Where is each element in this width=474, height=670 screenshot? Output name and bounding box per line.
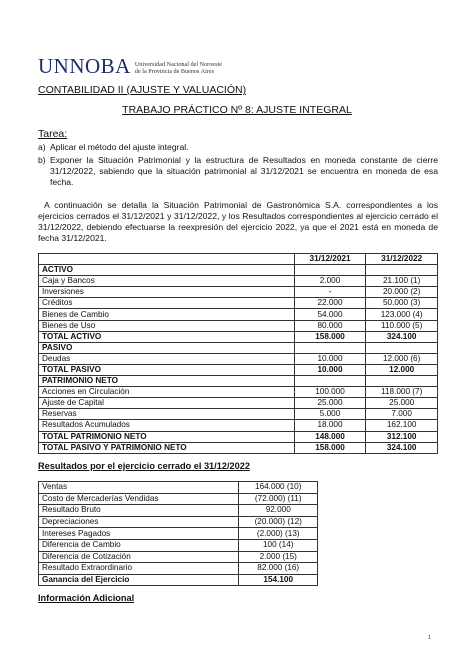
value-2022: 110.000 (5): [366, 320, 438, 331]
value-2021: 10.000: [294, 353, 366, 364]
row-label: Resultado Bruto: [39, 505, 239, 517]
row-label: Bienes de Cambio: [39, 309, 295, 320]
list-item: [38, 142, 438, 153]
value-2021: -: [294, 287, 366, 298]
value-2021: 18.000: [294, 420, 366, 431]
value-2022: [366, 265, 438, 276]
row-label: Costo de Mercaderías Vendidas: [39, 493, 239, 505]
value-2021: 22.000: [294, 298, 366, 309]
table-row: [39, 387, 438, 398]
value-2022: 162.100: [366, 420, 438, 431]
value-2022: 123.000 (4): [366, 309, 438, 320]
task-list: [38, 142, 438, 190]
table-row: [39, 539, 318, 551]
list-marker: b): [38, 155, 46, 165]
row-value: 92.000: [239, 505, 318, 517]
row-value: 154.100: [239, 574, 318, 586]
task-heading: Tarea:: [38, 128, 68, 140]
value-2021: 158.000: [294, 442, 366, 453]
row-label: Resultados Acumulados: [39, 420, 295, 431]
logo-line-2: de la Provincia de Buenos Aires: [134, 68, 215, 75]
value-2021: 148.000: [294, 431, 366, 442]
value-2021: 100.000: [294, 387, 366, 398]
results-table: [38, 481, 318, 586]
table-header-row: [39, 254, 438, 265]
value-2021: 5.000: [294, 409, 366, 420]
value-2021: [294, 342, 366, 353]
row-label: Diferencia de Cotización: [39, 551, 239, 563]
table-row: [39, 287, 438, 298]
row-value: 100 (14): [239, 539, 318, 551]
value-2021: 54.000: [294, 309, 366, 320]
row-label: Inversiones: [39, 287, 295, 298]
course-title: CONTABILIDAD II (AJUSTE Y VALUACIÓN): [38, 84, 247, 96]
value-2021: 80.000: [294, 320, 366, 331]
table-row: [39, 551, 318, 563]
table-row: [39, 493, 318, 505]
row-label: TOTAL PATRIMONIO NETO: [39, 431, 295, 442]
table-row: [39, 420, 438, 431]
row-value: 2.000 (15): [239, 551, 318, 563]
value-2022: 324.100: [366, 442, 438, 453]
value-2022: 21.100 (1): [366, 276, 438, 287]
table-row: [39, 364, 438, 375]
row-label: TOTAL PASIVO Y PATRIMONIO NETO: [39, 442, 295, 453]
row-label: Depreciaciones: [39, 516, 239, 528]
table-row: [39, 342, 438, 353]
row-value: (2.000) (13): [239, 528, 318, 540]
value-2022: 312.100: [366, 431, 438, 442]
value-2022: [366, 376, 438, 387]
value-2021: [294, 376, 366, 387]
row-label: Intereses Pagados: [39, 528, 239, 540]
row-label: Ajuste de Capital: [39, 398, 295, 409]
value-2022: [366, 342, 438, 353]
value-2022: 20.000 (2): [366, 287, 438, 298]
assignment-title: TRABAJO PRÁCTICO Nº 8: AJUSTE INTEGRAL: [122, 104, 352, 116]
table-row: [39, 409, 438, 420]
row-label: Bienes de Uso: [39, 320, 295, 331]
row-label: Deudas: [39, 353, 295, 364]
table-row: [39, 309, 438, 320]
row-label: Créditos: [39, 298, 295, 309]
header-cell: [39, 254, 295, 265]
logo-wordmark: UNNOBA: [38, 54, 131, 78]
row-label: Reservas: [39, 409, 295, 420]
row-label: TOTAL PASIVO: [39, 364, 295, 375]
university-logo: [38, 56, 222, 76]
row-label: Ganancia del Ejercicio: [39, 574, 239, 586]
table-row: [39, 276, 438, 287]
table-row: [39, 574, 318, 586]
value-2021: [294, 265, 366, 276]
row-label: PATRIMONIO NETO: [39, 376, 295, 387]
table-row: [39, 398, 438, 409]
table-row: [39, 353, 438, 364]
list-item: [38, 155, 438, 188]
list-marker: a): [38, 142, 46, 152]
table-row: [39, 376, 438, 387]
list-text: Aplicar el método del ajuste integral.: [50, 142, 189, 152]
row-value: 164.000 (10): [239, 482, 318, 494]
table-row: [39, 516, 318, 528]
value-2022: 12.000 (6): [366, 353, 438, 364]
header-cell-2021: 31/12/2021: [294, 254, 366, 265]
row-label: TOTAL ACTIVO: [39, 331, 295, 342]
row-value: 82.000 (16): [239, 563, 318, 575]
value-2022: 7.000: [366, 409, 438, 420]
row-label: ACTIVO: [39, 265, 295, 276]
row-label: Diferencia de Cambio: [39, 539, 239, 551]
value-2021: 10.000: [294, 364, 366, 375]
table-row: [39, 265, 438, 276]
row-label: Caja y Bancos: [39, 276, 295, 287]
list-text: Exponer la Situación Patrimonial y la estructura de Resultados en moneda constante de cierre 31/12/2022, sabiendo que la situación patrimonial al 31/12/2021 se encuentra en moneda de esa fecha.: [50, 155, 438, 187]
value-2021: 25.000: [294, 398, 366, 409]
table-row: [39, 505, 318, 517]
row-label: PASIVO: [39, 342, 295, 353]
value-2022: 25.000: [366, 398, 438, 409]
value-2022: 118.000 (7): [366, 387, 438, 398]
row-label: Acciones en Circulación: [39, 387, 295, 398]
table-row: [39, 431, 438, 442]
table-row: [39, 298, 438, 309]
header-cell-2022: 31/12/2022: [366, 254, 438, 265]
row-value: (72.000) (11): [239, 493, 318, 505]
value-2021: 2.000: [294, 276, 366, 287]
value-2022: 50.000 (3): [366, 298, 438, 309]
row-value: (20.000) (12): [239, 516, 318, 528]
table-row: [39, 331, 438, 342]
results-title: Resultados por el ejercicio cerrado el 31/12/2022: [38, 461, 250, 471]
value-2022: 12.000: [366, 364, 438, 375]
intro-paragraph: A continuación se detalla la Situación Patrimonial de Gastronómica S.A. correspondientes a los ejercicios cerrados el 31/12/2021 y 31/12/2022, y los Resultados correspondientes al ejercicio cerrado el 31/12/2022, debiendo efectuarse la reexpresión del ejercicio 2022, ya que el 2021 está en moneda de fecha 31/12/2021.: [38, 200, 438, 243]
logo-subtitle: [135, 61, 222, 76]
table-row: [39, 482, 318, 494]
table-row: [39, 320, 438, 331]
balance-sheet-table: [38, 253, 438, 454]
row-label: Resultado Extraordinario: [39, 563, 239, 575]
row-label: Ventas: [39, 482, 239, 494]
table-row: [39, 528, 318, 540]
table-row: [39, 563, 318, 575]
page-number: 1: [428, 635, 431, 641]
logo-line-1: Universidad Nacional del Noroeste: [134, 61, 222, 68]
table-row: [39, 442, 438, 453]
additional-info-title: Información Adicional: [38, 593, 135, 603]
value-2021: 158.000: [294, 331, 366, 342]
value-2022: 324.100: [366, 331, 438, 342]
